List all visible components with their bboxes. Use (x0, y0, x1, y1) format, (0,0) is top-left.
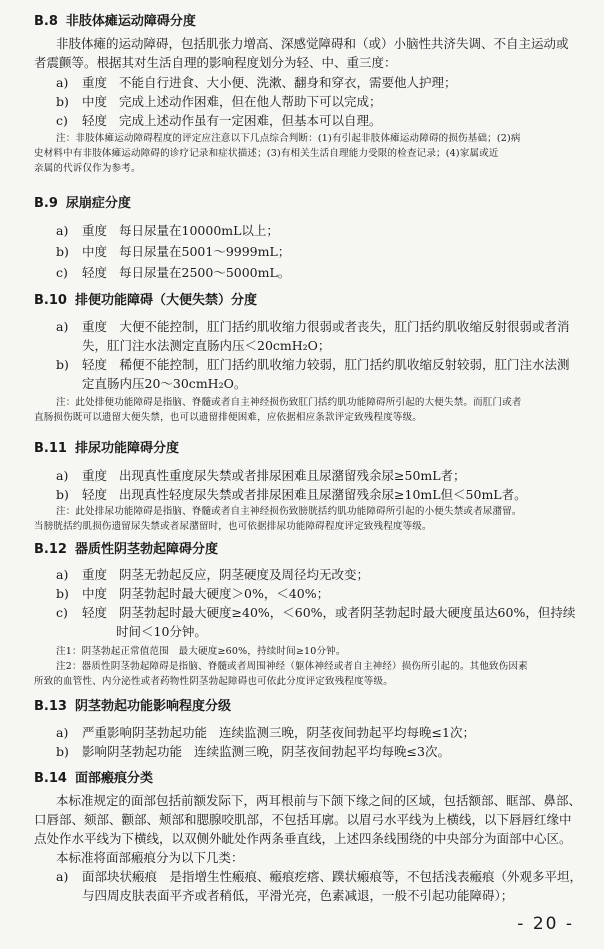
b12-item-c-mark: c) (56, 605, 68, 620)
b11-item-a (56, 467, 466, 484)
b8-intro-line2: 者震颤等。根据其对生活自理的影响程度划分为轻、中、重三度： (34, 55, 397, 70)
b9-item-a (56, 222, 279, 239)
b12-note2-line1: 注2：器质性阴茎勃起障碍是指脑、脊髓或者周围神经（躯体神经或者自主神经）损伤所引起的。其他致伤因素 (56, 661, 528, 672)
b14-para-line2: 口唇部、颏部、颧部、颊部和腮腺咬肌部，不包括耳廓。以眉弓水平线为上横线，以下唇唇红缘中 (34, 812, 572, 827)
b13-item-a-mark: a) (56, 725, 69, 740)
b12-item-a (56, 566, 369, 583)
b12-note2-line2: 所致的血管性、内分泌性或者药物性阴茎勃起障碍也可依此分度评定致残程度等级。 (34, 676, 393, 687)
b14-para-line1: 本标准规定的面部包括前额发际下，两耳根前与下颌下缘之间的区域，包括额部、眶部、鼻部、 (56, 793, 582, 808)
b13-item-a-text: 连续监测三晚，阴茎夜间勃起平均每晚≤1次； (219, 725, 475, 740)
b11-item-b-level: 轻度 (82, 487, 108, 502)
b10-item-b-line1 (56, 356, 570, 373)
b8-item-b-mark: b) (56, 94, 69, 109)
b10-item-a-line2: 失，肛门注水法测定直肠内压＜20cmH₂O； (82, 338, 331, 353)
b13-item-b-text: 连续监测三晚，阴茎夜间勃起平均每晚≤3次。 (194, 744, 450, 759)
b10-note-line2: 直肠损伤既可以遗留大便失禁，也可以遗留排便困难，应依据相应条款评定致残程度等级。 (34, 412, 423, 423)
section-b13-number: B.13 (34, 699, 67, 714)
b8-item-b (56, 93, 382, 110)
section-b8-title: 非肢体瘫运动障碍分度 (65, 14, 196, 29)
section-b9-title: 尿崩症分度 (65, 196, 131, 211)
section-b13-heading (34, 695, 231, 714)
b13-item-b-level: 影响阴茎勃起功能 (82, 744, 183, 759)
b12-item-b-mark: b) (56, 586, 69, 601)
b12-item-a-text: 阴茎无勃起反应，阴茎硬度及周径均无改变； (119, 567, 370, 582)
section-b11-heading (34, 437, 179, 456)
b12-item-a-level: 重度 (82, 567, 108, 582)
section-b10-title: 排便功能障碍（大便失禁）分度 (74, 293, 257, 308)
b14-para-line3: 点处作水平线为下横线，以双侧外眦处作两条垂直线，上述四条线围绕的中央部分为面部中心区。 (34, 831, 572, 846)
b13-item-b-mark: b) (56, 744, 69, 759)
b9-item-b-level: 中度 (82, 244, 108, 259)
b9-item-b-text: 每日尿量在5001～9999mL； (119, 244, 291, 259)
page-number: - 20 - (517, 914, 574, 934)
b8-item-b-text: 完成上述动作困难，但在他人帮助下可以完成； (119, 94, 382, 109)
section-b8-heading (34, 10, 196, 29)
section-b10-heading (34, 289, 257, 308)
b9-item-c-level: 轻度 (82, 265, 108, 280)
b10-item-b-mark: b) (56, 357, 69, 372)
b14-para-line4: 本标准将面部瘢痕分为以下几类： (56, 850, 244, 865)
b12-item-c-text: 阴茎勃起时最大硬度≥40%，＜60%，或者阴茎勃起时最大硬度虽达60%，但持续 (119, 605, 576, 620)
b12-item-c (56, 604, 575, 621)
section-b9-number: B.9 (34, 196, 58, 211)
b9-item-b (56, 243, 290, 260)
b8-intro-line1: 非肢体瘫的运动障碍，包括肌张力增高、深感觉障碍和（或）小脑性共济失调、不自主运动或 (56, 36, 569, 51)
b13-item-a-level: 严重影响阴茎勃起功能 (82, 725, 208, 740)
b11-note-line2: 当膀胱括约肌损伤遗留尿失禁或者尿潴留时，也可依据排尿功能障碍程度评定致残程度等级。 (34, 521, 432, 532)
b12-item-b-text: 阴茎勃起时最大硬度＞0%，＜40%； (119, 586, 330, 601)
b12-item-b (56, 585, 329, 602)
section-b14-heading (34, 767, 153, 786)
b8-item-c-level: 轻度 (82, 113, 108, 128)
b9-item-c-text: 每日尿量在2500～5000mL。 (119, 265, 291, 280)
section-b14-title: 面部瘢痕分类 (74, 771, 153, 786)
b9-item-c (56, 264, 290, 281)
b8-item-b-level: 中度 (82, 94, 108, 109)
section-b8-number: B.8 (34, 14, 58, 29)
b12-item-c-continuation: 时间＜10分钟。 (116, 624, 207, 639)
b11-item-a-text: 出现真性重度尿失禁或者排尿困难且尿潴留残余尿≥50mL者； (119, 468, 466, 483)
b10-item-a-text1: 重度 大便不能控制，肛门括约肌收缩力很弱或者丧失，肛门括约肌收缩反射很弱或者消 (82, 319, 570, 334)
b8-item-c (56, 112, 382, 129)
b10-note-line1: 注：此处排便功能障碍是指脑、脊髓或者自主神经损伤致肛门括约肌功能障碍所引起的大便失禁。而肛门或者 (56, 397, 522, 408)
b12-note1: 注1：阴茎勃起正常值范围 最大硬度≥60%，持续时间≥10分钟。 (56, 646, 346, 657)
b13-item-a (56, 724, 475, 741)
b12-item-b-level: 中度 (82, 586, 108, 601)
b10-item-a-line1 (56, 318, 570, 335)
b12-item-c-level: 轻度 (82, 605, 108, 620)
section-b12-title: 器质性阴茎勃起障碍分度 (74, 542, 218, 557)
b10-item-b-text1: 轻度 稀便不能控制，肛门括约肌收缩力较弱，肛门括约肌收缩反射较弱，肛门注水法测 (82, 357, 570, 372)
b8-item-a-mark: a) (56, 75, 69, 90)
section-b11-number: B.11 (34, 441, 67, 456)
b11-item-b (56, 486, 527, 503)
b9-item-b-mark: b) (56, 244, 69, 259)
section-b9-heading (34, 192, 131, 211)
b8-item-a-text: 不能自行进食、大小便、洗漱、翻身和穿衣，需要他人护理； (119, 75, 457, 90)
b14-item-a-text1: 面部块状瘢痕 是指增生性瘢痕、瘢痕疙瘩、蹼状瘢痕等，不包括浅表瘢痕（外观多平坦， (82, 869, 583, 884)
b9-item-a-mark: a) (56, 223, 69, 238)
b9-item-a-text: 每日尿量在10000mL以上； (119, 223, 279, 238)
section-b13-title: 阴茎勃起功能影响程度分级 (74, 699, 231, 714)
b12-item-a-mark: a) (56, 567, 69, 582)
b14-item-a-mark: a) (56, 869, 69, 884)
b8-item-c-text: 完成上述动作虽有一定困难，但基本可以自理。 (119, 113, 382, 128)
b8-note-line2: 史材料中有非肢体瘫运动障碍的诊疗记录和症状描述；(3)有相关生活自理能力受限的检查记录；(4)家属或近 (34, 148, 499, 159)
b13-item-b (56, 743, 450, 760)
b11-item-a-level: 重度 (82, 468, 108, 483)
b8-item-a-level: 重度 (82, 75, 108, 90)
b8-item-c-mark: c) (56, 113, 68, 128)
b14-item-a-line2: 与四周皮肤表面平齐或者稍低，平滑光亮，色素减退，一般不引起功能障碍）； (82, 888, 514, 903)
b9-item-c-mark: c) (56, 265, 68, 280)
section-b10-number: B.10 (34, 293, 67, 308)
b11-note-line1: 注：此处排尿功能障碍是指脑、脊髓或者自主神经损伤致膀胱括约肌功能障碍所引起的小便失禁或者尿潴留。 (56, 506, 522, 517)
section-b12-heading (34, 538, 218, 557)
section-b12-number: B.12 (34, 542, 67, 557)
b8-note-line1: 注：非肢体瘫运动障碍程度的评定应注意以下几点综合判断：(1)有引起非肢体瘫运动障碍的损伤基础；(2)病 (56, 133, 521, 144)
section-b11-title: 排尿功能障碍分度 (74, 441, 179, 456)
b8-item-a (56, 74, 457, 91)
section-b14-number: B.14 (34, 771, 67, 786)
b9-item-a-level: 重度 (82, 223, 108, 238)
b11-item-b-text: 出现真性轻度尿失禁或者排尿困难且尿潴留残余尿≥10mL但＜50mL者。 (119, 487, 527, 502)
b11-item-b-mark: b) (56, 487, 69, 502)
b8-note-line3: 亲属的代诉仅作为参考。 (34, 163, 141, 174)
b11-item-a-mark: a) (56, 468, 69, 483)
b10-item-b-line2: 定直肠内压20～30cmH₂O。 (82, 376, 247, 391)
b14-item-a-line1 (56, 868, 582, 885)
b10-item-a-mark: a) (56, 319, 69, 334)
